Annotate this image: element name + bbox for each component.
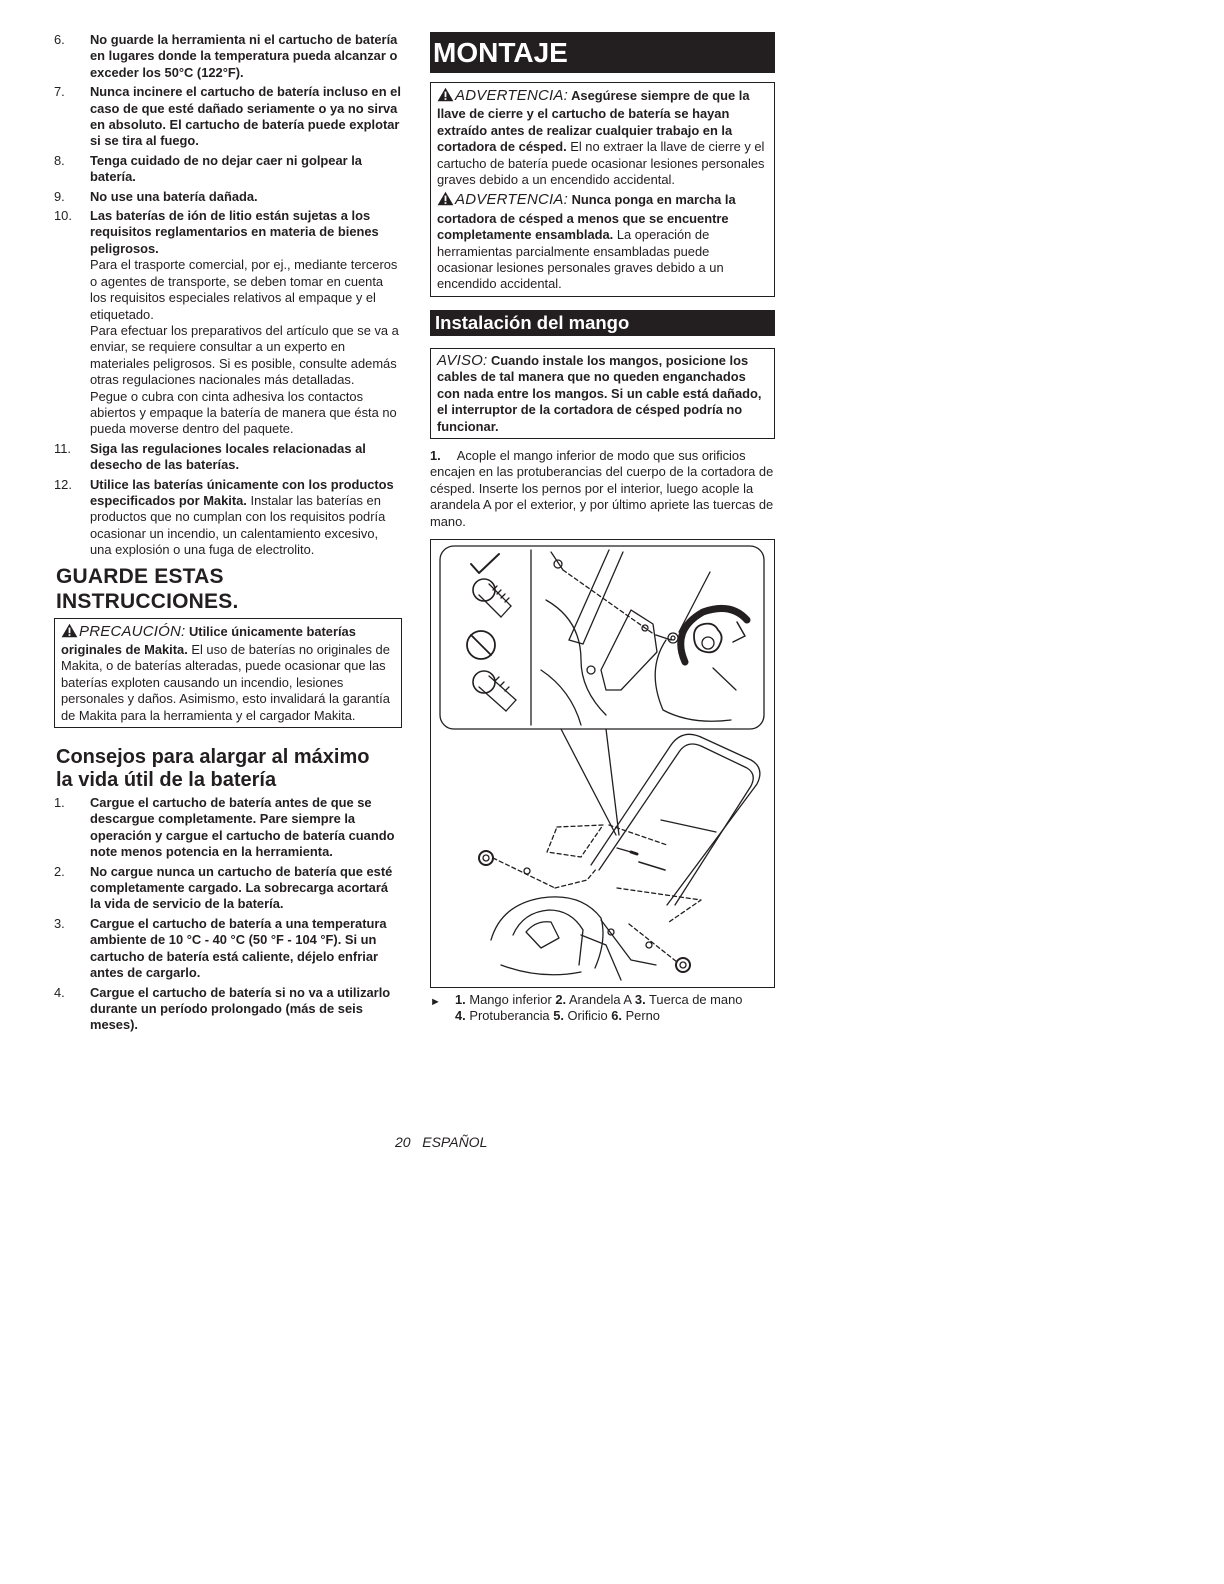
step-1-text: Acople el mango inferior de modo que sus orificios encajen en las protuberancias del cuerpo de la cortadora de césped. Inserte los pernos por el interior, luego acople la arandela A por el exterior, y por último apriete las tuercas de mano. — [430, 447, 774, 529]
advertencia-2-bold: Nunca ponga en marcha la cortadora de césped a menos que se encuentre completamente ensamblada. — [437, 192, 736, 243]
list-item — [54, 441, 402, 474]
item-number: 4. — [54, 984, 65, 1000]
handle-installation-diagram — [430, 539, 775, 988]
item-number: 6. — [54, 32, 65, 47]
item-text: Tenga cuidado de no dejar caer ni golpear la batería. — [90, 152, 362, 185]
caption-num: 2. — [555, 991, 567, 1007]
item-number: 11. — [54, 440, 71, 456]
item-text: Siga las regulaciones locales relacionadas al desecho de las baterías. — [90, 440, 366, 473]
item-number: 12. — [54, 476, 72, 492]
aviso-bold: Cuando instale los mangos, posicione los cables de tal manera que no queden enganchados con nada entre los mangos. Si un cable está dañado, el interruptor de la cortadora de césped podría no funcionar. — [437, 352, 762, 434]
bolt-correct-icon — [473, 579, 511, 617]
warning-triangle-icon — [61, 623, 78, 642]
prohibited-icon — [467, 631, 495, 659]
left-column — [54, 32, 402, 1037]
lower-handle — [591, 734, 760, 905]
item-text: No use una batería dañada. — [90, 188, 258, 204]
right-fasteners — [617, 862, 701, 972]
advertencia-2-title: ADVERTENCIA: — [455, 191, 568, 209]
advertencia-box — [430, 82, 775, 297]
list-item — [54, 795, 402, 861]
list-item — [54, 985, 402, 1034]
caption-text — [455, 992, 742, 1025]
precaucion-bold: Utilice únicamente baterías originales de Makita. — [61, 623, 356, 657]
item-text: Cargue el cartucho de batería si no va a utilizarlo durante un período prolongado (más de seis meses). — [90, 984, 391, 1033]
precaucion-box — [54, 618, 402, 728]
item-text: Utilice las baterías únicamente con los productos especificados por Makita. — [90, 476, 394, 508]
right-column — [430, 32, 775, 1025]
advertencia-2 — [437, 191, 768, 292]
list-item — [54, 208, 402, 438]
item-number: 7. — [54, 84, 65, 100]
item-paragraph: Pegue o cubra con cinta adhesiva los contactos abiertos y empaque la batería de manera que ésta no pueda moverse dentro del paquete. — [90, 388, 397, 437]
list-item — [54, 32, 402, 81]
item-number: 3. — [54, 915, 65, 931]
page-number: 20 — [395, 1134, 411, 1150]
diagram-caption — [430, 992, 775, 1025]
list-item — [54, 153, 402, 186]
list-item — [54, 189, 402, 205]
caption-label: Arandela A — [566, 991, 635, 1007]
caption-label: Protuberancia — [465, 1008, 554, 1024]
left-fasteners — [479, 825, 667, 888]
page-footer — [395, 1134, 487, 1150]
list-item — [54, 864, 402, 913]
advertencia-1-bold: Asegúrese siempre de que la llave de cierre y el cartucho de batería se hayan extraído antes de realizar cualquier trabajo en la cortadora de césped. — [437, 88, 750, 155]
caption-arrow-icon: ► — [430, 995, 441, 1008]
item-number: 2. — [54, 863, 65, 879]
montaje-banner: MONTAJE — [430, 32, 775, 73]
item-paragraph: Para el trasporte comercial, por ej., mediante terceros o agentes de transporte, se deben tomar en cuenta los requisitos especiales relativos al empaque y el etiquetado. — [90, 257, 398, 322]
guarde-line-1: GUARDE ESTAS — [56, 564, 224, 588]
item-text: Cargue el cartucho de batería a una temperatura ambiente de 10 °C - 40 °C (50 °F - 104 °F). Si un cartucho de batería está caliente, déjelo enfriar antes de cargarlo. — [90, 915, 387, 981]
caption-label: Mango inferior — [465, 991, 556, 1007]
advertencia-1-text: El no extraer la llave de cierre y el cartucho de batería puede ocasionar lesiones personales graves debido a un encendido accidental. — [437, 139, 765, 188]
caption-label: Perno — [622, 1008, 660, 1024]
precaucion-title: PRECAUCIÓN: — [79, 622, 186, 640]
page-language: ESPAÑOL — [422, 1134, 488, 1150]
caption-num: 4. — [455, 1008, 466, 1024]
guarde-line-2: INSTRUCCIONES. — [56, 589, 239, 613]
warning-triangle-icon — [437, 191, 454, 210]
step-1-number: 1. — [430, 447, 441, 463]
list-item — [54, 916, 402, 982]
advertencia-1-title: ADVERTENCIA: — [455, 87, 568, 104]
warning-triangle-icon — [437, 87, 454, 106]
item-text-regular: Instalar las baterías en productos que no cumplan con los requisitos podría ocasionar un incendio, un calentamiento excesivo, una explosión o una fuga de electrolito. — [90, 492, 386, 558]
handle-bracket-detail — [541, 550, 747, 725]
item-number: 1. — [54, 795, 65, 811]
item-text: Nunca incinere el cartucho de batería incluso en el caso de que esté dañado seriamente o ya no sirva en absoluto. El cartucho de batería puede explotar si se tira al fuego. — [90, 84, 401, 149]
advertencia-1 — [437, 87, 768, 188]
item-number: 10. — [54, 208, 72, 224]
aviso-box — [430, 348, 775, 439]
consejos-list — [54, 795, 402, 1034]
mower-body — [491, 897, 656, 980]
battery-safety-list — [54, 32, 402, 559]
caption-label: Orificio — [563, 1008, 612, 1024]
advertencia-2-text: La operación de herramientas parcialmente ensambladas puede ocasionar lesiones personales graves debido a un encendido accidental. — [437, 227, 724, 292]
check-icon — [471, 554, 499, 573]
caption-label: Tuerca de mano — [645, 991, 743, 1007]
caption-num: 3. — [634, 991, 646, 1007]
guarde-heading — [56, 564, 402, 614]
precaucion-text: El uso de baterías no originales de Makita, o de baterías alteradas, puede ocasionar que las baterías exploten causando un incendio, lesiones personales y daños. Asimismo, esto invalidará la garantía de Makita para la herramienta y el cargador Makita. — [61, 642, 390, 723]
list-item — [54, 84, 402, 150]
consejos-line-1: Consejos para alargar al máximo — [56, 746, 370, 769]
consejos-heading — [56, 746, 402, 792]
item-number: 9. — [54, 188, 65, 204]
caption-num: 6. — [611, 1008, 622, 1024]
list-item — [54, 477, 402, 559]
item-text: No cargue nunca un cartucho de batería que esté completamente cargado. La sobrecarga acortará la vida de servicio de la batería. — [90, 863, 393, 912]
bolt-wrong-icon — [473, 671, 516, 711]
item-number: 8. — [54, 152, 65, 168]
caption-num: 1. — [455, 991, 466, 1007]
consejos-line-2: la vida útil de la batería — [56, 769, 277, 792]
item-text: Cargue el cartucho de batería antes de que se descargue completamente. Pare siempre la operación y cargue el cartucho de batería cuando note menos potencia en la herramienta. — [90, 795, 395, 860]
item-text: Las baterías de ión de litio están sujetas a los requisitos reglamentarios en materia de bienes peligrosos. — [90, 208, 379, 256]
item-text: No guarde la herramienta ni el cartucho de batería en lugares donde la temperatura pueda alcanzar o exceder los 50°C (122°F). — [90, 32, 398, 80]
item-paragraph: Para efectuar los preparativos del artículo que se va a enviar, se requiere consultar a un experto en materiales peligrosos. Si es posible, consulte además otras regulaciones nacionales más detalladas. — [90, 322, 399, 388]
instalacion-banner: Instalación del mango — [430, 310, 775, 336]
caption-num: 5. — [553, 1008, 564, 1024]
aviso-title: AVISO: — [437, 351, 488, 369]
step-1 — [430, 448, 775, 530]
